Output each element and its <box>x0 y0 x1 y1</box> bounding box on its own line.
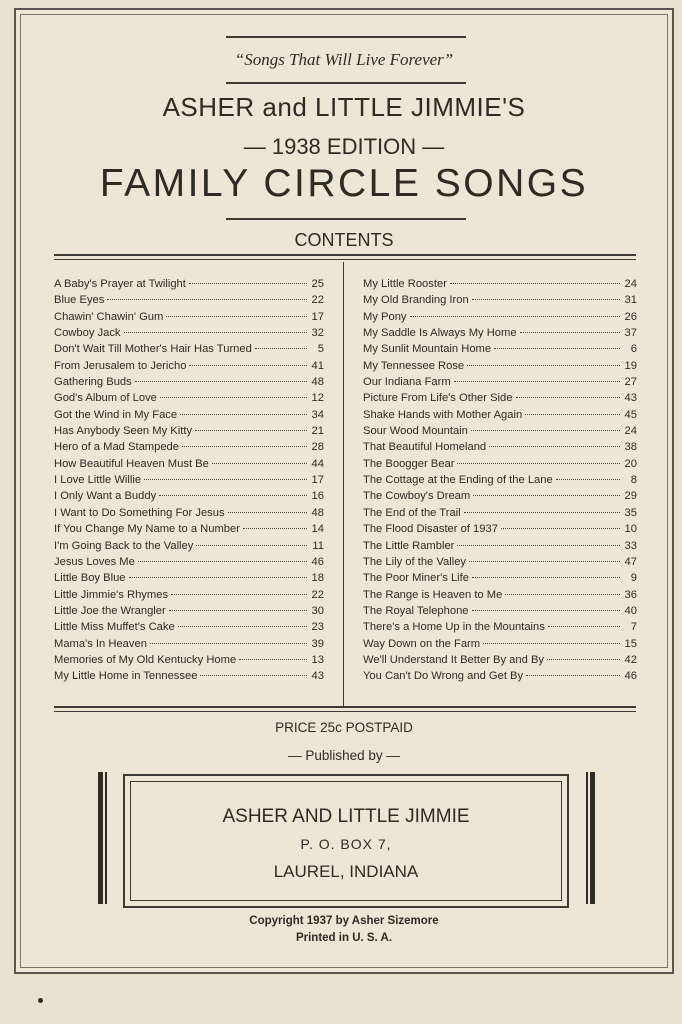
page-number: 44 <box>311 457 324 470</box>
contents-entry <box>363 654 637 670</box>
price: PRICE 25c POSTPAID <box>275 720 413 735</box>
song-title: The Little Rambler <box>363 539 455 552</box>
page-number: 46 <box>624 670 637 683</box>
page-number: 37 <box>624 327 637 340</box>
song-title: Way Down on the Farm <box>363 637 481 650</box>
contents-left-column <box>54 278 324 687</box>
tagline: “Songs That Will Live Forever” <box>234 50 454 69</box>
contents-entry <box>363 589 637 605</box>
publisher-name: ASHER AND LITTLE JIMMIE <box>222 806 470 827</box>
song-title: If You Change My Name to a Number <box>54 523 240 536</box>
dot-leader <box>200 675 307 676</box>
page-number: 23 <box>311 621 324 634</box>
dot-leader <box>182 446 307 447</box>
contents-entry <box>54 654 324 670</box>
song-title: Has Anybody Seen My Kitty <box>54 425 193 438</box>
contents-entry <box>54 425 324 441</box>
dot-leader <box>494 348 620 349</box>
page-number: 41 <box>311 359 324 372</box>
song-title: The Boogger Bear <box>363 457 455 470</box>
dot-leader <box>505 594 620 595</box>
page-number: 9 <box>630 572 637 585</box>
published-by: — Published by — <box>288 748 400 763</box>
contents-entry <box>54 458 324 474</box>
printed-in: Printed in U. S. A. <box>295 932 393 944</box>
contents-entry <box>54 409 324 425</box>
dot-leader <box>469 561 620 562</box>
song-title: The Cowboy's Dream <box>363 490 471 503</box>
page-number: 30 <box>311 604 324 617</box>
contents-entry <box>363 490 637 506</box>
contents-entry <box>54 540 324 556</box>
contents-entry <box>54 523 324 539</box>
dot-leader <box>228 512 307 513</box>
contents-entry <box>54 589 324 605</box>
page-number: 6 <box>630 343 637 356</box>
dot-leader <box>195 430 307 431</box>
publisher-box <box>123 774 569 908</box>
contents-entry <box>363 360 637 376</box>
song-title: Picture From Life's Other Side <box>363 392 513 405</box>
contents-entry <box>54 327 324 343</box>
tagline-rule <box>226 82 466 84</box>
dot-leader <box>489 446 620 447</box>
contents-entry <box>363 605 637 621</box>
page-number: 11 <box>312 539 324 552</box>
contents-entry <box>363 507 637 523</box>
contents-entry <box>363 556 637 572</box>
dot-leader <box>169 610 307 611</box>
song-title: The End of the Trail <box>363 506 461 519</box>
dot-leader <box>180 414 307 415</box>
page-number: 8 <box>630 474 637 487</box>
contents-entry <box>54 441 324 457</box>
page-number: 20 <box>624 457 637 470</box>
page-number: 17 <box>311 474 324 487</box>
contents-entry <box>363 425 637 441</box>
contents-entry <box>54 490 324 506</box>
contents-entry <box>363 670 637 686</box>
contents-entry <box>363 311 637 327</box>
dot-leader <box>160 397 307 398</box>
dot-leader <box>547 659 620 660</box>
contents-entry <box>363 409 637 425</box>
contents-entry <box>363 392 637 408</box>
page-number: 43 <box>624 392 637 405</box>
page-number: 47 <box>624 555 637 568</box>
page-number: 34 <box>311 408 324 421</box>
page-number: 14 <box>311 523 324 536</box>
page-number: 15 <box>624 637 637 650</box>
contents-entry <box>54 621 324 637</box>
page-number: 48 <box>311 376 324 389</box>
contents-entry <box>54 376 324 392</box>
page-number: 48 <box>311 506 324 519</box>
contents-entry <box>363 376 637 392</box>
dot-leader <box>138 561 307 562</box>
dot-leader <box>166 316 307 317</box>
dot-leader <box>410 316 620 317</box>
song-title: Our Indiana Farm <box>363 376 451 389</box>
song-title: Shake Hands with Mother Again <box>363 408 523 421</box>
page-number: 33 <box>624 539 637 552</box>
page-number: 18 <box>311 572 324 585</box>
contents-entry <box>54 556 324 572</box>
song-title: Hero of a Mad Stampede <box>54 441 179 454</box>
dot-leader <box>548 626 620 627</box>
song-title: Little Jimmie's Rhymes <box>54 588 169 601</box>
edition-line: — 1938 EDITION — <box>243 134 445 159</box>
page-number: 43 <box>311 670 324 683</box>
page-number: 42 <box>624 653 637 666</box>
contents-bottom-rule <box>54 706 636 712</box>
song-title: That Beautiful Homeland <box>363 441 487 454</box>
song-title: Chawin' Chawin' Gum <box>54 310 164 323</box>
dot-leader <box>135 381 307 382</box>
page-number: 24 <box>624 278 637 290</box>
contents-entry <box>54 605 324 621</box>
title-rule <box>226 218 466 220</box>
song-title: Cowboy Jack <box>54 327 121 340</box>
page-number: 5 <box>317 343 324 356</box>
right-ornament-bars <box>586 772 596 904</box>
dot-leader <box>464 512 620 513</box>
song-title: Little Boy Blue <box>54 572 126 585</box>
song-title: The Flood Disaster of 1937 <box>363 523 498 536</box>
contents-entry <box>54 278 324 294</box>
song-title: How Beautiful Heaven Must Be <box>54 457 209 470</box>
page-number: 38 <box>624 441 637 454</box>
dot-leader <box>454 381 620 382</box>
song-title: The Range is Heaven to Me <box>363 588 503 601</box>
page-number: 46 <box>311 555 324 568</box>
contents-entry <box>54 572 324 588</box>
song-title: A Baby's Prayer at Twilight <box>54 278 186 290</box>
dot-leader <box>483 643 620 644</box>
dot-leader <box>178 626 307 627</box>
contents-entry <box>363 572 637 588</box>
song-title: The Lily of the Valley <box>363 555 467 568</box>
contents-entry <box>54 311 324 327</box>
contents-entry <box>54 294 324 310</box>
dot-leader <box>467 365 620 366</box>
page-number: 10 <box>624 523 637 536</box>
dot-leader <box>212 463 307 464</box>
page-number: 13 <box>311 653 324 666</box>
song-title: From Jerusalem to Jericho <box>54 359 187 372</box>
song-title: My Tennessee Rose <box>363 359 465 372</box>
song-title: The Royal Telephone <box>363 604 469 617</box>
contents-entry <box>363 441 637 457</box>
song-title: Little Joe the Wrangler <box>54 604 166 617</box>
page-number: 36 <box>624 588 637 601</box>
contents-top-rule <box>54 254 636 260</box>
song-title: Got the Wind in My Face <box>54 408 178 421</box>
contents-entry <box>363 327 637 343</box>
contents-entry <box>54 638 324 654</box>
song-title: Jesus Loves Me <box>54 555 135 568</box>
contents-entry <box>363 638 637 654</box>
dot-leader <box>189 365 307 366</box>
song-title: Blue Eyes <box>54 294 105 307</box>
dot-leader <box>516 397 621 398</box>
dot-leader <box>107 299 307 300</box>
publisher-city: LAUREL, INDIANA <box>273 862 419 881</box>
dot-leader <box>196 545 307 546</box>
song-title: God's Album of Love <box>54 392 157 405</box>
title-line-1: ASHER and LITTLE JIMMIE'S <box>162 92 526 122</box>
dot-leader <box>450 283 620 284</box>
page-number: 7 <box>630 621 637 634</box>
song-title: You Can't Do Wrong and Get By <box>363 670 524 683</box>
contents-entry <box>363 474 637 490</box>
song-title: I Only Want a Buddy <box>54 490 157 503</box>
song-title: Little Miss Muffet's Cake <box>54 621 175 634</box>
song-title: My Sunlit Mountain Home <box>363 343 492 356</box>
song-title: The Cottage at the Ending of the Lane <box>363 474 553 487</box>
contents-entry <box>54 474 324 490</box>
contents-entry <box>363 278 637 294</box>
contents-entry <box>54 360 324 376</box>
page-number: 40 <box>624 604 637 617</box>
dot-leader <box>144 479 307 480</box>
contents-right-column <box>363 278 637 687</box>
page-number: 22 <box>311 588 324 601</box>
contents-entry <box>363 458 637 474</box>
contents-entry <box>363 294 637 310</box>
page-number: 16 <box>311 490 324 503</box>
page-number: 39 <box>311 637 324 650</box>
dot-leader <box>556 479 620 480</box>
page-number: 29 <box>624 490 637 503</box>
dot-leader <box>171 594 307 595</box>
song-title: The Poor Miner's Life <box>363 572 469 585</box>
dot-leader <box>243 528 307 529</box>
page-number: 28 <box>311 441 324 454</box>
page-number: 19 <box>624 359 637 372</box>
ink-speck <box>38 998 43 1003</box>
dot-leader <box>501 528 620 529</box>
contents-entry <box>363 621 637 637</box>
dot-leader <box>457 463 620 464</box>
copyright: Copyright 1937 by Asher Sizemore <box>249 915 439 927</box>
dot-leader <box>159 495 307 496</box>
page-number: 26 <box>624 310 637 323</box>
dot-leader <box>473 495 620 496</box>
dot-leader <box>150 643 307 644</box>
dot-leader <box>472 299 620 300</box>
dot-leader <box>526 675 620 676</box>
song-title: I Love Little Willie <box>54 474 142 487</box>
contents-entry <box>54 507 324 523</box>
top-rule <box>226 36 466 38</box>
contents-heading: CONTENTS <box>294 230 394 250</box>
page-number: 35 <box>624 506 637 519</box>
song-title: There's a Home Up in the Mountains <box>363 621 545 634</box>
song-title: My Little Rooster <box>363 278 447 290</box>
song-title: I Want to Do Something For Jesus <box>54 506 225 519</box>
dot-leader <box>472 577 620 578</box>
dot-leader <box>525 414 620 415</box>
publisher-box-inner <box>130 781 562 901</box>
page-number: 31 <box>624 294 637 307</box>
page-number: 24 <box>624 425 637 438</box>
dot-leader <box>471 430 620 431</box>
contents-entry <box>54 343 324 359</box>
dot-leader <box>239 659 307 660</box>
contents-entry <box>54 392 324 408</box>
page-number: 12 <box>311 392 324 405</box>
column-divider <box>343 262 344 706</box>
page-number: 32 <box>311 327 324 340</box>
song-title: My Pony <box>363 310 407 323</box>
dot-leader <box>255 348 307 349</box>
page-number: 21 <box>311 425 324 438</box>
main-title: FAMILY CIRCLE SONGS <box>99 162 589 205</box>
song-title: My Old Branding Iron <box>363 294 469 307</box>
page-number: 22 <box>311 294 324 307</box>
page-number: 27 <box>624 376 637 389</box>
page-number: 17 <box>311 310 324 323</box>
song-title: I'm Going Back to the Valley <box>54 539 194 552</box>
song-title: My Little Home in Tennessee <box>54 670 198 683</box>
dot-leader <box>129 577 307 578</box>
dot-leader <box>189 283 307 284</box>
song-title: Mama's In Heaven <box>54 637 147 650</box>
page-number: 45 <box>624 408 637 421</box>
dot-leader <box>457 545 620 546</box>
song-title: Memories of My Old Kentucky Home <box>54 653 237 666</box>
song-title: Sour Wood Mountain <box>363 425 468 438</box>
dot-leader <box>520 332 620 333</box>
contents-entry <box>363 540 637 556</box>
left-ornament-bars <box>98 772 108 904</box>
dot-leader <box>124 332 307 333</box>
publisher-address: P. O. BOX 7, <box>300 836 392 852</box>
songbook-page <box>14 8 674 974</box>
song-title: We'll Understand It Better By and By <box>363 653 545 666</box>
song-title: Don't Wait Till Mother's Hair Has Turned <box>54 343 252 356</box>
contents-entry <box>54 670 324 686</box>
contents-entry <box>363 523 637 539</box>
song-title: My Saddle Is Always My Home <box>363 327 517 340</box>
song-title: Gathering Buds <box>54 376 132 389</box>
contents-entry <box>363 343 637 359</box>
page-number: 25 <box>311 278 324 290</box>
dot-leader <box>472 610 620 611</box>
